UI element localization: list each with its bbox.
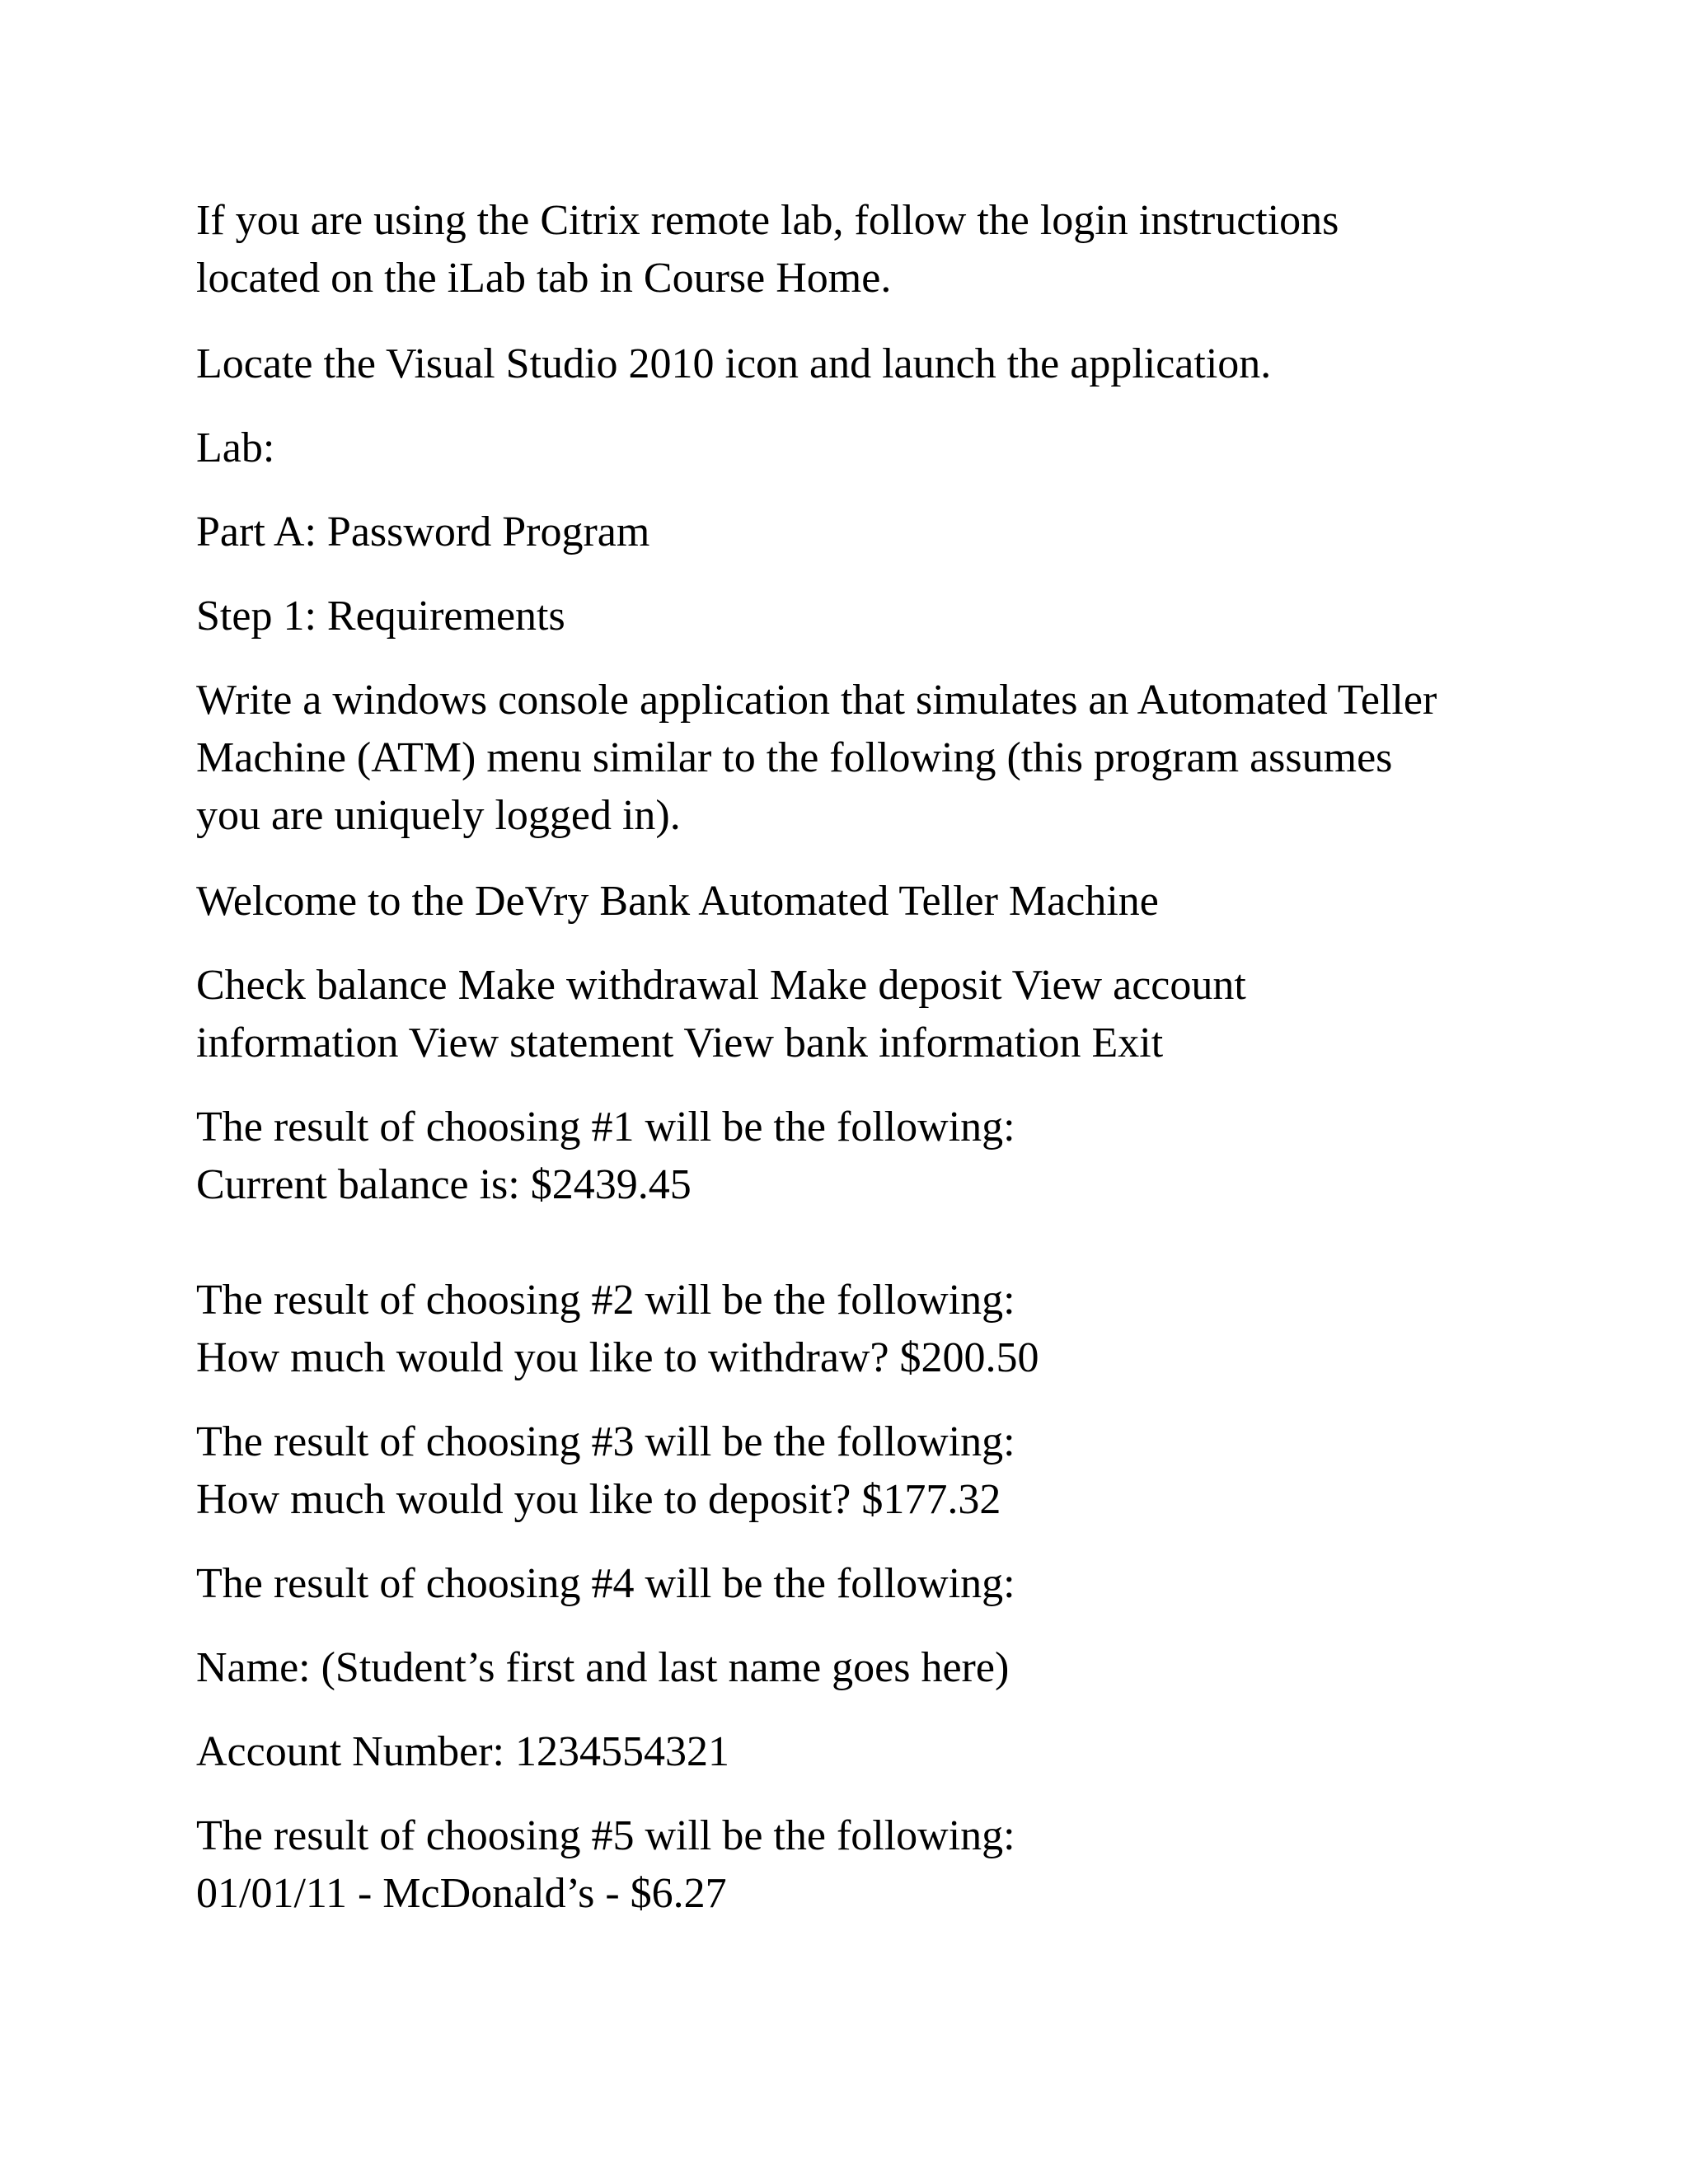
requirements-line-1: Write a windows console application that simulates an Automated Teller bbox=[196, 677, 1437, 724]
choice-3-heading: The result of choosing #3 will be the following: bbox=[196, 1418, 1015, 1465]
choice-1-result: Current balance is: $2439.45 bbox=[196, 1161, 692, 1208]
choice-2-heading: The result of choosing #2 will be the following: bbox=[196, 1277, 1015, 1324]
welcome-line: Welcome to the DeVry Bank Automated Teller Machine bbox=[196, 878, 1159, 925]
choice-4-account-number: Account Number: 1234554321 bbox=[196, 1728, 730, 1775]
intro-line-1: If you are using the Citrix remote lab, follow the login instructions bbox=[196, 197, 1339, 244]
requirements-line-2: Machine (ATM) menu similar to the following (this program assumes bbox=[196, 734, 1393, 781]
requirements-line-3: you are uniquely logged in). bbox=[196, 792, 681, 839]
part-a-heading: Part A: Password Program bbox=[196, 509, 650, 555]
menu-line-1: Check balance Make withdrawal Make deposit View account bbox=[196, 962, 1246, 1009]
step-1-heading: Step 1: Requirements bbox=[196, 593, 565, 640]
choice-3-result: How much would you like to deposit? $177.32 bbox=[196, 1476, 1001, 1523]
choice-2-result: How much would you like to withdraw? $200.50 bbox=[196, 1334, 1039, 1381]
choice-4-name: Name: (Student’s first and last name goes here) bbox=[196, 1644, 1010, 1691]
choice-5-statement-entry: 01/01/11 - McDonald’s - $6.27 bbox=[196, 1870, 727, 1917]
intro-line-2: located on the iLab tab in Course Home. bbox=[196, 255, 892, 302]
choice-1-heading: The result of choosing #1 will be the following: bbox=[196, 1104, 1015, 1151]
choice-4-heading: The result of choosing #4 will be the following: bbox=[196, 1560, 1015, 1607]
lab-heading: Lab: bbox=[196, 424, 275, 471]
menu-line-2: information View statement View bank information Exit bbox=[196, 1019, 1164, 1066]
choice-5-heading: The result of choosing #5 will be the following: bbox=[196, 1812, 1015, 1859]
launch-instruction: Locate the Visual Studio 2010 icon and launch the application. bbox=[196, 340, 1272, 387]
